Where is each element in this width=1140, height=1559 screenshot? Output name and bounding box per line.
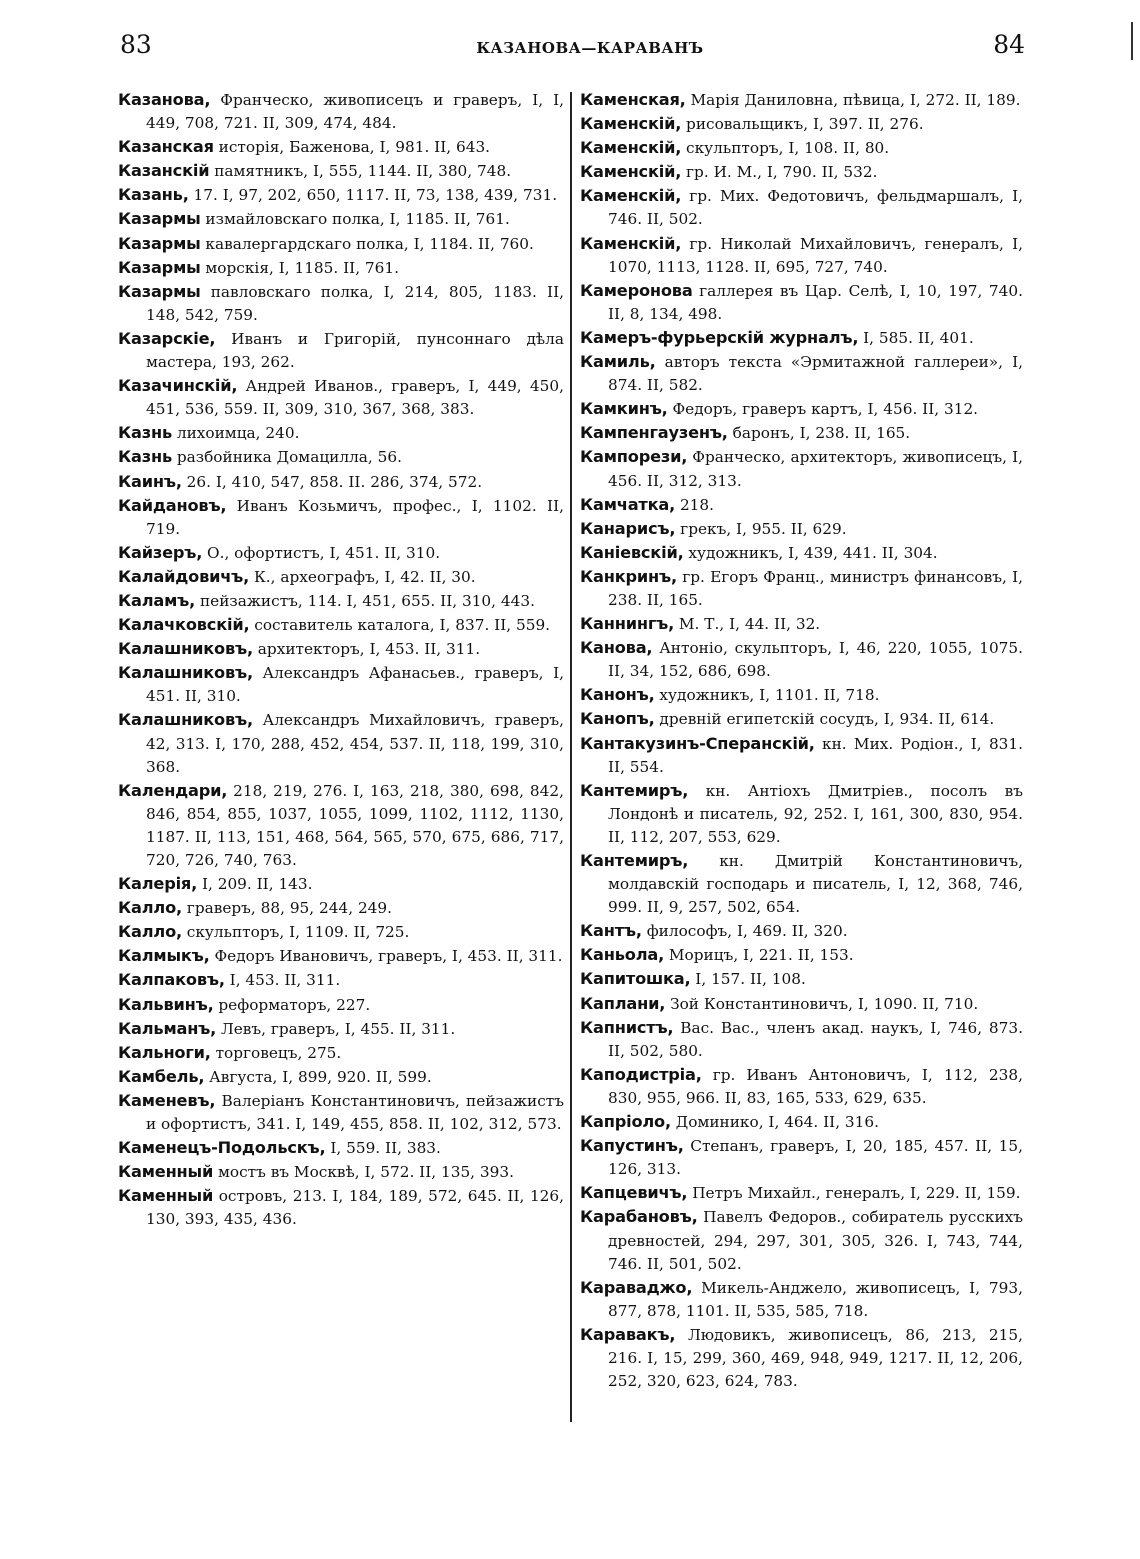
entry-text: исторія, Баженова, I, 981. II, 643. <box>213 138 491 157</box>
entry-text: I, 453. II, 311. <box>224 971 341 990</box>
index-entry <box>580 1323 1023 1393</box>
entry-headword: Казань, <box>118 185 189 205</box>
entry-headword: Кальманъ, <box>118 1018 217 1038</box>
entry-headword: Камеръ-фурьерскій журналъ, <box>580 327 859 347</box>
entry-headword: Казанская <box>118 137 214 157</box>
entry-text: граверъ, 88, 95, 244, 249. <box>181 899 393 918</box>
index-entry <box>580 565 1023 612</box>
entry-text: павловскаго полка, I, 214, 805, 1183. II, 148, 542, 759. <box>146 282 564 324</box>
entry-headword: Кайзеръ, <box>118 542 203 562</box>
entry-headword: Казармы <box>118 257 201 277</box>
entry-headword: Казнь <box>118 447 172 467</box>
index-entry <box>580 112 1023 136</box>
entry-headword: Канопъ, <box>580 709 655 729</box>
index-entry <box>580 612 1023 636</box>
index-entry <box>118 779 564 872</box>
entry-text: Андрей Иванов., граверъ, I, 449, 450, 451, 536, 559. II, 309, 310, 367, 368, 383. <box>146 377 564 419</box>
index-entry <box>118 613 564 637</box>
running-head-title: КАЗАНОВА—КАРАВАНЪ <box>476 39 704 57</box>
entry-headword: Капцевичъ, <box>580 1183 688 1203</box>
entry-text: Петръ Михайл., генералъ, I, 229. II, 159. <box>687 1184 1021 1203</box>
entry-headword: Каньола, <box>580 945 665 965</box>
entry-text: Франческо, архитекторъ, живописецъ, I, 456. II, 312, 313. <box>608 448 1023 490</box>
index-entry <box>118 494 564 541</box>
index-entry <box>580 943 1023 967</box>
right-column <box>580 88 1023 1393</box>
scan-edge-mark <box>1131 22 1133 60</box>
entry-text: морскія, I, 1185. II, 761. <box>200 258 399 277</box>
index-entry <box>580 1205 1023 1275</box>
index-entry <box>580 136 1023 160</box>
entry-headword: Каменскій, <box>580 162 682 182</box>
entry-headword: Казанова, <box>118 90 211 109</box>
entry-headword: Каменская, <box>580 90 686 109</box>
entry-headword: Каменскій, <box>580 186 682 206</box>
page-number-right: 84 <box>993 30 1025 59</box>
index-entry <box>118 896 564 920</box>
index-entry <box>118 1089 564 1136</box>
index-entry <box>118 1136 564 1160</box>
index-entry <box>580 1110 1023 1134</box>
index-entry <box>580 421 1023 445</box>
index-entry <box>580 1134 1023 1181</box>
entry-text: Доминико, I, 464. II, 316. <box>670 1113 879 1132</box>
entry-headword: Калло, <box>118 898 182 918</box>
entry-text: Павелъ Федоров., собиратель русскихъ древностей, 294, 297, 301, 305, 326. I, 743, 744, 746. II, 501, 502. <box>608 1208 1023 1273</box>
index-entry <box>118 421 564 445</box>
entry-headword: Калпаковъ, <box>118 970 225 990</box>
entry-text: составитель каталога, I, 837. II, 559. <box>249 616 551 635</box>
index-entry <box>118 708 564 778</box>
index-entry <box>118 183 564 207</box>
entry-text: гр. Мих. Федотовичъ, фельдмаршалъ, I, 746. II, 502. <box>608 187 1023 229</box>
entry-headword: Канова, <box>580 638 653 658</box>
entry-headword: Каменецъ-Подольскъ, <box>118 1138 326 1158</box>
entry-text: Марія Даниловна, пѣвица, I, 272. II, 189. <box>685 91 1021 109</box>
entry-text: 218. <box>675 495 715 514</box>
entry-headword: Каннингъ, <box>580 614 675 634</box>
index-entry <box>580 1181 1023 1205</box>
column-divider <box>570 92 572 1422</box>
entry-text: Микель-Анджело, живописецъ, I, 793, 877, 878, 1101. II, 535, 585, 718. <box>608 1278 1023 1320</box>
entry-headword: Каменный <box>118 1162 214 1182</box>
entry-text: мостъ въ Москвѣ, I, 572. II, 135, 393. <box>213 1163 514 1182</box>
index-entry <box>118 1017 564 1041</box>
entry-headword: Каинъ, <box>118 471 182 491</box>
index-entry <box>580 967 1023 991</box>
index-entry <box>118 1160 564 1184</box>
index-entry <box>580 779 1023 849</box>
entry-headword: Каравакъ, <box>580 1324 676 1344</box>
entry-text: художникъ, I, 1101. II, 718. <box>654 686 880 705</box>
index-entry <box>580 919 1023 943</box>
index-entry <box>118 159 564 183</box>
entry-text: Вас. Вас., членъ акад. наукъ, I, 746, 873. II, 502, 580. <box>608 1018 1023 1060</box>
entry-headword: Календари, <box>118 780 228 800</box>
index-entry <box>580 184 1023 231</box>
index-entry <box>580 1016 1023 1063</box>
entry-text: реформаторъ, 227. <box>213 995 371 1014</box>
index-entry <box>118 445 564 469</box>
entry-text: пейзажистъ, 114. I, 451, 655. II, 310, 443. <box>195 591 535 610</box>
entry-text: Федоръ, граверъ картъ, I, 456. II, 312. <box>667 400 979 419</box>
index-entry <box>580 326 1023 350</box>
index-entry <box>118 968 564 992</box>
entry-text: гр. Иванъ Антоновичъ, I, 112, 238, 830, 955, 966. II, 83, 165, 533, 629, 635. <box>608 1065 1023 1107</box>
entry-text: островъ, 213. I, 184, 189, 572, 645. II, 126, 130, 393, 435, 436. <box>146 1187 564 1229</box>
index-entry <box>118 872 564 896</box>
entry-text: Зой Константиновичъ, I, 1090. II, 710. <box>665 994 979 1013</box>
left-column <box>118 88 564 1232</box>
entry-headword: Карабановъ, <box>580 1207 698 1227</box>
index-entry <box>580 1276 1023 1323</box>
entry-text: Степанъ, граверъ, I, 20, 185, 457. II, 15, 126, 313. <box>608 1137 1023 1179</box>
entry-headword: Кампорези, <box>580 447 688 467</box>
index-entry <box>580 445 1023 492</box>
entry-text: I, 585. II, 401. <box>858 328 974 347</box>
entry-headword: Каподистріа, <box>580 1064 702 1084</box>
index-entry <box>580 160 1023 184</box>
index-entry <box>580 849 1023 919</box>
entry-text: кавалергардскаго полка, I, 1184. II, 760. <box>200 234 534 253</box>
index-entry <box>580 636 1023 683</box>
entry-text: скульпторъ, I, 108. II, 80. <box>681 139 890 158</box>
entry-headword: Калмыкъ, <box>118 946 210 966</box>
index-entry <box>118 993 564 1017</box>
entry-text: измайловскаго полка, I, 1185. II, 761. <box>200 210 510 229</box>
index-entry <box>118 135 564 159</box>
entry-headword: Кантъ, <box>580 921 642 941</box>
entry-text: М. Т., I, 44. II, 32. <box>674 615 821 634</box>
entry-headword: Казачинскій, <box>118 376 238 396</box>
entry-headword: Кальноги, <box>118 1042 211 1062</box>
entry-headword: Капріоло, <box>580 1112 671 1132</box>
index-entry <box>580 350 1023 397</box>
entry-headword: Камчатка, <box>580 494 676 514</box>
entry-text: Александръ Афанасьев., граверъ, I, 451. II, 310. <box>146 664 564 706</box>
entry-text: 218, 219, 276. I, 163, 218, 380, 698, 842, 846, 854, 855, 1037, 1055, 1099, 1102, 1112, 1130, 1187. II, 113, 151, 468, 564, 565, 570, 675, 686, 717, 720, 726, 740, 763. <box>146 781 564 869</box>
entry-text: Александръ Михайловичъ, граверъ, 42, 313. I, 170, 288, 452, 454, 537. II, 118, 199, 310, 368. <box>146 711 564 776</box>
entry-headword: Камкинъ, <box>580 399 668 419</box>
entry-text: Антоніо, скульпторъ, I, 46, 220, 1055, 1075. II, 34, 152, 686, 698. <box>608 639 1023 681</box>
entry-headword: Казанскій <box>118 161 210 181</box>
index-entry <box>580 1063 1023 1110</box>
index-entry <box>118 1041 564 1065</box>
entry-text: торговецъ, 275. <box>210 1043 342 1062</box>
entry-text: баронъ, I, 238. II, 165. <box>727 424 911 443</box>
index-entry <box>118 207 564 231</box>
entry-text: гр. Егоръ Франц., министръ финансовъ, I, 238. II, 165. <box>608 567 1023 609</box>
entry-headword: Казармы <box>118 233 201 253</box>
entry-text: кн. Мих. Родіон., I, 831. II, 554. <box>608 734 1023 776</box>
entry-headword: Калачковскій, <box>118 615 250 635</box>
index-entry <box>580 992 1023 1016</box>
index-entry <box>580 88 1023 112</box>
entry-headword: Камиль, <box>580 352 656 372</box>
entry-headword: Казармы <box>118 281 201 301</box>
entry-headword: Каніевскій, <box>580 542 684 562</box>
entry-text: рисовальщикъ, I, 397. II, 276. <box>681 115 924 134</box>
entry-text: Левъ, граверъ, I, 455. II, 311. <box>216 1019 456 1038</box>
entry-headword: Калайдовичъ, <box>118 566 250 586</box>
entry-headword: Каменевъ, <box>118 1090 216 1110</box>
index-entry <box>580 707 1023 731</box>
entry-text: Людовикъ, живописецъ, 86, 213, 215, 216. I, 15, 299, 360, 469, 948, 949, 1217. II, 12, 206, 252, 320, 623, 624, 783. <box>608 1325 1023 1391</box>
entry-text: гр. Николай Михайловичъ, генералъ, I, 1070, 1113, 1128. II, 695, 727, 740. <box>608 234 1023 276</box>
entry-headword: Канкринъ, <box>580 566 677 586</box>
entry-text: гр. И. М., I, 790. II, 532. <box>681 163 878 182</box>
entry-text: К., археографъ, I, 42. II, 30. <box>249 567 476 586</box>
index-entry <box>580 732 1023 779</box>
index-entry <box>118 541 564 565</box>
entry-text: скульпторъ, I, 1109. II, 725. <box>181 923 410 942</box>
entry-headword: Каменскій, <box>580 233 682 253</box>
index-entry <box>580 232 1023 279</box>
index-entry <box>118 1184 564 1231</box>
entry-text: Франческо, живописецъ и граверъ, I, I, 449, 708, 721. II, 309, 474, 484. <box>146 91 564 133</box>
entry-headword: Караваджо, <box>580 1277 693 1297</box>
entry-text: Валеріанъ Константиновичъ, пейзажистъ и офортистъ, 341. I, 149, 455, 858. II, 102, 312, 573. <box>146 1091 564 1134</box>
entry-text: 26. I, 410, 547, 858. II. 286, 374, 572. <box>181 472 483 491</box>
index-entry <box>580 517 1023 541</box>
entry-text: памятникъ, I, 555, 1144. II, 380, 748. <box>209 162 512 181</box>
entry-headword: Калашниковъ, <box>118 663 253 683</box>
entry-headword: Калашниковъ, <box>118 639 253 659</box>
entry-text: О., офортистъ, I, 451. II, 310. <box>202 543 441 562</box>
entry-text: Морицъ, I, 221. II, 153. <box>664 946 854 965</box>
entry-text: лихоимца, 240. <box>171 424 300 443</box>
entry-headword: Канарисъ, <box>580 518 676 538</box>
index-entry <box>118 374 564 421</box>
entry-text: галлерея въ Цар. Селѣ, I, 10, 197, 740. II, 8, 134, 498. <box>608 281 1023 323</box>
entry-headword: Калло, <box>118 922 182 942</box>
entry-headword: Капнистъ, <box>580 1017 674 1037</box>
entry-text: I, 157. II, 108. <box>690 970 806 989</box>
entry-text: кн. Дмитрій Константиновичъ, молдавскій господарь и писатель, I, 12, 368, 746, 999. II, 9, 257, 502, 654. <box>608 852 1023 917</box>
index-entry <box>118 565 564 589</box>
entry-headword: Казармы <box>118 209 201 229</box>
index-entry <box>118 280 564 327</box>
index-entry <box>118 88 564 135</box>
entry-headword: Кантемиръ, <box>580 851 689 870</box>
entry-headword: Канонъ, <box>580 685 655 705</box>
entry-headword: Капустинъ, <box>580 1136 684 1156</box>
entry-text: архитекторъ, I, 453. II, 311. <box>252 640 481 659</box>
index-entry <box>580 493 1023 517</box>
entry-text: грекъ, I, 955. II, 629. <box>675 519 847 538</box>
entry-text: I, 209. II, 143. <box>197 875 313 894</box>
entry-text: Иванъ и Григорій, пунсоннаго дѣла мастера, 193, 262. <box>146 329 564 372</box>
entry-text: художникъ, I, 439, 441. II, 304. <box>683 543 938 562</box>
entry-headword: Каменный <box>118 1186 214 1206</box>
entry-headword: Кайдановъ, <box>118 495 227 515</box>
page-number-left: 83 <box>120 30 152 59</box>
index-entry <box>118 944 564 968</box>
index-entry <box>118 661 564 708</box>
entry-headword: Камеронова <box>580 280 693 300</box>
index-entry <box>118 920 564 944</box>
entry-text: древній египетскій сосудъ, I, 934. II, 614. <box>654 710 995 729</box>
index-entry <box>580 683 1023 707</box>
entry-text: Иванъ Козьмичъ, профес., I, 1102. II, 719. <box>146 496 564 538</box>
entry-text: разбойника Домацилла, 56. <box>171 448 402 467</box>
entry-text: I, 559. II, 383. <box>325 1139 441 1158</box>
entry-text: 17. I, 97, 202, 650, 1117. II, 73, 138, 439, 731. <box>188 186 558 205</box>
entry-headword: Калашниковъ, <box>118 710 253 730</box>
index-entry <box>580 279 1023 326</box>
entry-headword: Казнь <box>118 423 172 443</box>
index-entry <box>118 470 564 494</box>
index-entry <box>118 1065 564 1089</box>
index-entry <box>118 232 564 256</box>
entry-text: философъ, I, 469. II, 320. <box>641 922 848 941</box>
entry-text: Федоръ Ивановичъ, граверъ, I, 453. II, 311. <box>209 947 563 966</box>
entry-headword: Калерія, <box>118 874 198 894</box>
entry-headword: Каменскій, <box>580 138 682 158</box>
index-entry <box>580 397 1023 421</box>
index-entry <box>118 327 564 374</box>
entry-headword: Кантакузинъ-Сперанскій, <box>580 733 815 753</box>
entry-headword: Кампенгаузенъ, <box>580 423 728 443</box>
entry-headword: Капитошка, <box>580 969 691 989</box>
index-entry <box>118 637 564 661</box>
entry-text: кн. Антіохъ Дмитріев., посолъ въ Лондонѣ и писатель, 92, 252. I, 161, 300, 830, 954. II, 112, 207, 553, 629. <box>608 781 1023 846</box>
index-entry <box>118 256 564 280</box>
index-entry <box>580 541 1023 565</box>
entry-headword: Кантемиръ, <box>580 780 689 800</box>
entry-headword: Каменскій, <box>580 114 682 134</box>
entry-headword: Каплани, <box>580 993 666 1013</box>
entry-headword: Каламъ, <box>118 590 196 610</box>
entry-headword: Кальвинъ, <box>118 994 214 1014</box>
index-entry <box>118 589 564 613</box>
entry-headword: Казарскіе, <box>118 328 216 348</box>
entry-text: авторъ текста «Эрмитажной галлереи», I, 874. II, 582. <box>608 353 1023 395</box>
entry-text: Августа, I, 899, 920. II, 599. <box>204 1067 432 1086</box>
entry-headword: Камбель, <box>118 1066 205 1086</box>
